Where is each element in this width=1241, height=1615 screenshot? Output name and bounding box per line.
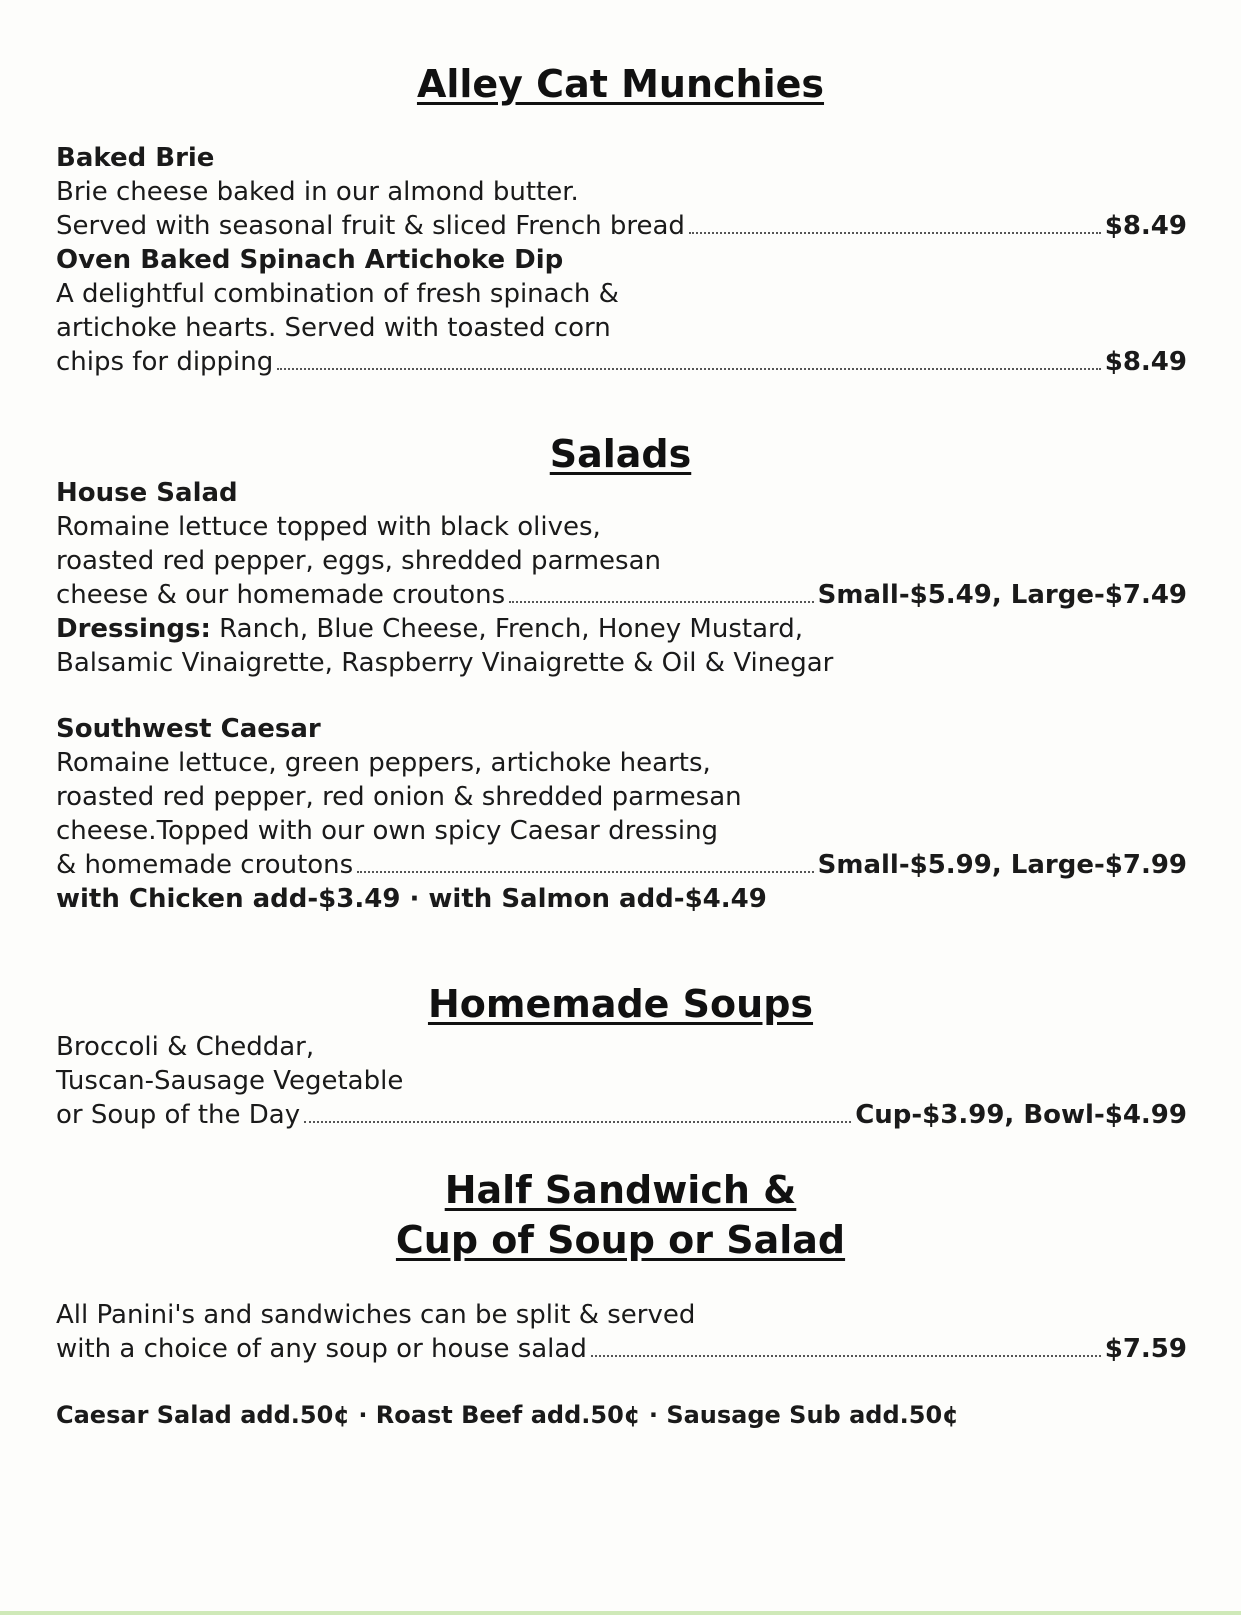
item-price-baked-brie: $8.49 — [1104, 211, 1187, 241]
half-desc-2: with a choice of any soup or house salad — [56, 1334, 587, 1364]
soups-desc-1: Broccoli & Cheddar, — [56, 1032, 315, 1062]
item-name-baked-brie: Baked Brie — [56, 143, 215, 173]
item-desc-caesar-3: cheese.Topped with our own spicy Caesar dressing — [56, 816, 719, 846]
section-title-salads: Salads — [549, 432, 692, 476]
item-desc-spinach-dip-2: artichoke hearts. Served with toasted corn — [56, 313, 611, 343]
item-desc-house-salad-1: Romaine lettuce topped with black olives, — [56, 512, 601, 542]
dressings-list-1: Ranch, Blue Cheese, French, Honey Mustard, — [219, 614, 804, 644]
item-desc-caesar-4: & homemade croutons — [56, 850, 354, 880]
dot-leader — [689, 232, 1101, 234]
section-title-half-sandwich-2: Cup of Soup or Salad — [395, 1218, 846, 1262]
item-desc-spinach-dip-1: A delightful combination of fresh spinach & — [56, 279, 619, 309]
half-desc-1: All Panini's and sandwiches can be split & served — [56, 1300, 696, 1330]
dressings-row-1 — [56, 612, 1187, 646]
soups-price: Cup-$3.99, Bowl-$4.99 — [855, 1100, 1187, 1130]
item-name-southwest-caesar: Southwest Caesar — [56, 714, 321, 744]
item-price-row-house-salad — [56, 578, 1187, 612]
item-name-house-salad: House Salad — [56, 478, 238, 508]
dot-leader — [277, 368, 1100, 370]
item-desc-baked-brie-1: Brie cheese baked in our almond butter. — [56, 177, 579, 207]
soups-price-row — [56, 1098, 1187, 1132]
half-price: $7.59 — [1104, 1334, 1187, 1364]
section-title-munchies: Alley Cat Munchies — [416, 62, 825, 106]
item-price-row-spinach-dip — [56, 345, 1187, 379]
item-price-caesar: Small-$5.99, Large-$7.99 — [817, 850, 1187, 880]
item-price-row-caesar — [56, 848, 1187, 882]
item-name-spinach-dip: Oven Baked Spinach Artichoke Dip — [56, 245, 564, 275]
item-price-spinach-dip: $8.49 — [1104, 347, 1187, 377]
item-desc-baked-brie-2: Served with seasonal fruit & sliced French bread — [56, 211, 685, 241]
dot-leader — [509, 601, 814, 603]
half-price-row — [56, 1332, 1187, 1366]
item-price-house-salad: Small-$5.49, Large-$7.49 — [817, 580, 1187, 610]
item-desc-caesar-1: Romaine lettuce, green peppers, artichoke hearts, — [56, 748, 711, 778]
item-desc-house-salad-2: roasted red pepper, eggs, shredded parmesan — [56, 546, 662, 576]
half-addons: Caesar Salad add.50¢ · Roast Beef add.50¢ · Sausage Sub add.50¢ — [56, 1401, 959, 1429]
caesar-addons: with Chicken add-$3.49 · with Salmon add-$4.49 — [56, 884, 767, 914]
soups-desc-2: Tuscan-Sausage Vegetable — [56, 1066, 404, 1096]
section-title-half-sandwich-1: Half Sandwich & — [444, 1168, 797, 1212]
item-desc-spinach-dip-3: chips for dipping — [56, 347, 274, 377]
dot-leader — [591, 1355, 1101, 1357]
section-title-soups: Homemade Soups — [427, 982, 814, 1026]
dot-leader — [304, 1121, 851, 1123]
bottom-edge-rule — [0, 1611, 1241, 1615]
dressings-label: Dressings: — [56, 614, 211, 644]
item-price-row-baked-brie — [56, 209, 1187, 243]
item-desc-caesar-2: roasted red pepper, red onion & shredded parmesan — [56, 782, 742, 812]
soups-desc-3: or Soup of the Day — [56, 1100, 301, 1130]
dressings-list-2: Balsamic Vinaigrette, Raspberry Vinaigrette & Oil & Vinegar — [56, 648, 834, 678]
item-desc-house-salad-3: cheese & our homemade croutons — [56, 580, 506, 610]
dot-leader — [357, 871, 813, 873]
